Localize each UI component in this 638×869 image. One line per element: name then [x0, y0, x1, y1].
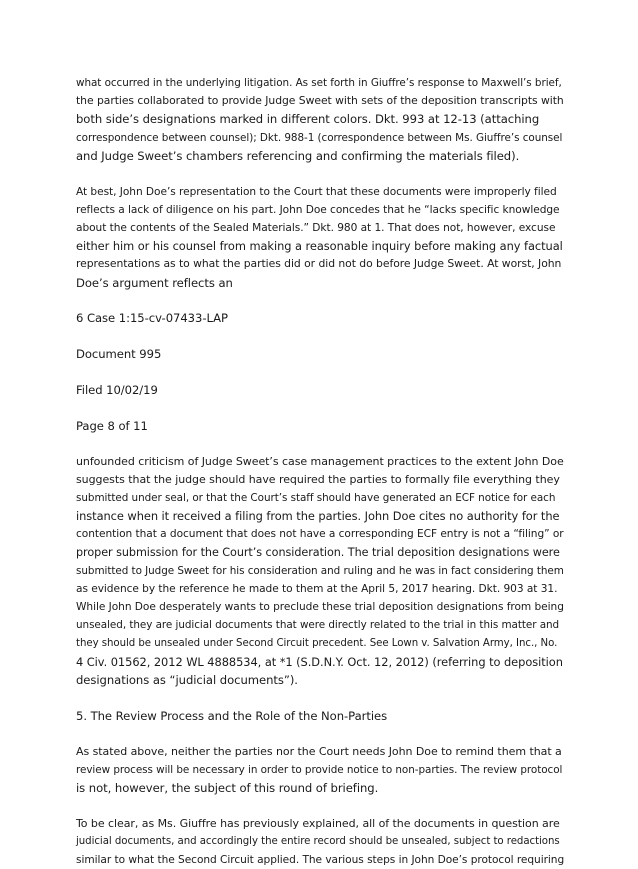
paragraph-john-doe-representation — [76, 183, 564, 292]
text-line: the parties collaborated to provide Judge Sweet with sets of the deposition transcripts with — [76, 94, 564, 108]
text-line: 5. The Review Process and the Role of the Non-Parties — [76, 708, 388, 723]
case-number-header — [76, 309, 564, 327]
text-line: they should be unsealed under Second Circuit precedent. See Lown v. Salvation Army, Inc., No. — [76, 637, 558, 649]
text-line: 6 Case 1:15-cv-07433-LAP — [76, 311, 228, 326]
text-line: designations as “judicial documents”). — [76, 673, 298, 688]
text-line: At best, John Doe’s representation to the Court that these documents were improperly filed — [76, 185, 557, 198]
section-heading-review-process — [76, 707, 564, 725]
filed-date-header — [76, 381, 564, 399]
text-line: Doe’s argument reflects an — [76, 275, 233, 290]
text-line: reflects a lack of diligence on his part. John Doe concedes that he “lacks specific knowledge — [76, 203, 560, 216]
text-line: Page 8 of 11 — [76, 418, 148, 433]
text-line: judicial documents, and accordingly the entire record should be unsealed, subject to redactions — [76, 836, 560, 848]
text-line: correspondence between counsel); Dkt. 988-1 (correspondence between Ms. Giuffre’s counsel — [76, 131, 563, 144]
text-line: as evidence by the reference he made to them at the April 5, 2017 hearing. Dkt. 903 at 31. — [76, 583, 558, 596]
text-line: While John Doe desperately wants to preclude these trial deposition designations from being — [76, 601, 564, 614]
text-line: is not, however, the subject of this round of briefing. — [76, 781, 379, 796]
text-line: representations as to what the parties did or did not do before Judge Sweet. At worst, John — [76, 257, 562, 271]
text-line: what occurred in the underlying litigation. As set forth in Giuffre’s response to Maxwell’s brief, — [76, 77, 562, 89]
text-line: contention that a document that does not have a corresponding ECF entry is not a “filing” or — [76, 528, 564, 541]
text-line: Document 995 — [76, 347, 162, 362]
text-line: either him or his counsel from making a reasonable inquiry before making any factual — [76, 239, 563, 254]
paragraph-judicial-documents — [76, 815, 564, 869]
paragraph-review-protocol — [76, 743, 564, 798]
text-line: unsealed, they are judicial documents that were directly related to the trial in this matter and — [76, 619, 560, 632]
paragraph-unfounded-criticism — [76, 453, 564, 690]
text-line: 4 Civ. 01562, 2012 WL 4888534, at *1 (S.D.N.Y. Oct. 12, 2012) (referring to deposition — [76, 654, 563, 669]
text-line: and Judge Sweet’s chambers referencing and confirming the materials filed). — [76, 148, 520, 163]
document-page — [76, 74, 564, 869]
text-line: proper submission for the Court’s consideration. The trial deposition designations were — [76, 545, 560, 559]
text-line: Filed 10/02/19 — [76, 383, 158, 398]
text-line: instance when it received a filing from the parties. John Doe cites no authority for the — [76, 509, 560, 524]
text-line: similar to what the Second Circuit applied. The various steps in John Doe’s protocol requiring — [76, 854, 565, 867]
text-line: review process will be necessary in order to provide notice to non-parties. The review protocol — [76, 763, 563, 776]
paragraph-litigation-history — [76, 74, 564, 165]
text-line: submitted under seal, or that the Court’s staff should have generated an ECF notice for each — [76, 492, 556, 505]
text-line: about the contents of the Sealed Materials.” Dkt. 980 at 1. That does not, however, excuse — [76, 222, 556, 235]
text-line: As stated above, neither the parties nor the Court needs John Doe to remind them that a — [76, 744, 562, 758]
text-line: unfounded criticism of Judge Sweet’s case management practices to the extent John Doe — [76, 454, 564, 468]
document-number-header — [76, 345, 564, 363]
text-line: To be clear, as Ms. Giuffre has previously explained, all of the documents in question are — [76, 816, 560, 830]
text-line: suggests that the judge should have required the parties to formally file everything they — [76, 472, 560, 486]
text-line: submitted to Judge Sweet for his consideration and ruling and he was in fact considering them — [76, 564, 564, 577]
text-line: both side’s designations marked in different colors. Dkt. 993 at 12-13 (attaching — [76, 112, 540, 127]
page-number-header — [76, 417, 564, 435]
